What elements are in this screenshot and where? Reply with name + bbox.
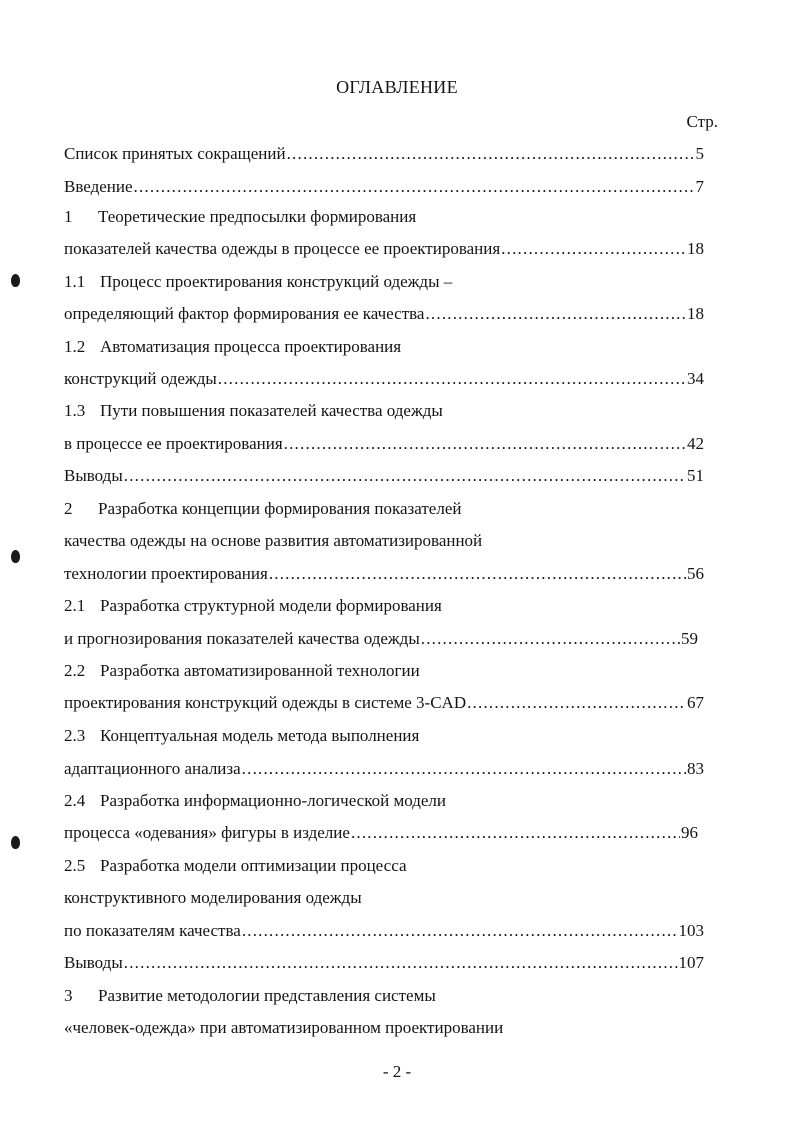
toc-entry[interactable]: в процессе ее проектирования ..... 42 [64, 433, 704, 455]
dot-leader [124, 465, 686, 487]
toc-page-number: 18 [687, 239, 704, 258]
toc-page-number: 67 [687, 693, 704, 712]
toc-entry[interactable]: определяющий фактор формирования ее качества ..... 18 [64, 303, 704, 325]
section-number: 1.2 [64, 337, 86, 356]
toc-line[interactable]: «человек-одежда» при автоматизированном проектировании [64, 1018, 504, 1037]
dot-leader [242, 920, 678, 942]
toc-page-number: 56 [687, 564, 704, 583]
page-number-footer: - 2 - [382, 1062, 412, 1081]
toc-entry[interactable]: адаптационного анализа ..... 83 [64, 758, 704, 780]
toc-line[interactable]: качества одежды на основе развития автоматизированной [64, 531, 483, 550]
dot-leader [218, 368, 686, 390]
section-number: 1 [64, 207, 73, 226]
toc-page-number: 107 [678, 953, 704, 972]
section-number: 2 [64, 499, 73, 518]
section-number: 3 [64, 986, 73, 1005]
toc-entry[interactable]: конструкций одежды ..... 34 [64, 368, 704, 390]
toc-section-heading[interactable]: 1.1 Процесс проектирования конструкций одежды – [64, 272, 453, 291]
toc-chapter-heading[interactable]: 3 Развитие методологии представления системы [64, 986, 436, 1005]
toc-section-heading[interactable]: 2.5 Разработка модели оптимизации процесса [64, 856, 407, 875]
toc-page-number: 51 [687, 466, 704, 485]
section-number: 2.3 [64, 726, 86, 745]
dot-leader [242, 758, 686, 780]
section-number: 2.5 [64, 856, 86, 875]
toc-page-number: 96 [681, 823, 698, 842]
toc-chapter-heading[interactable]: 1 Теоретические предпосылки формирования [64, 207, 417, 226]
toc-entry[interactable]: проектирования конструкций одежды в системе 3-CAD ..... 67 [64, 692, 704, 714]
dot-leader [284, 433, 686, 455]
toc-page-number: 34 [687, 369, 704, 388]
toc-section-heading[interactable]: 2.4 Разработка информационно-логической модели [64, 791, 447, 810]
toc-entry[interactable]: и прогнозирования показателей качества одежды ..... 59 [64, 628, 698, 650]
toc-entry[interactable]: технологии проектирования ..... 56 [64, 563, 704, 585]
dot-leader [124, 952, 678, 974]
toc-section-heading[interactable]: 1.2 Автоматизация процесса проектирования [64, 337, 402, 356]
page-title: ОГЛАВЛЕНИЕ [336, 77, 458, 97]
toc-page-number: 5 [695, 144, 704, 163]
toc-chapter-heading[interactable]: 2 Разработка концепции формирования показателей [64, 499, 462, 518]
page-column-label: Стр. [686, 112, 718, 131]
toc-page-number: 103 [678, 921, 704, 940]
dot-leader [269, 563, 686, 585]
toc-entry[interactable]: по показателям качества ..... 103 [64, 920, 704, 942]
toc-page-number: 59 [681, 629, 698, 648]
toc-page-number: 7 [695, 177, 704, 196]
toc-page-number: 83 [687, 759, 704, 778]
toc-section-heading[interactable]: 2.1 Разработка структурной модели формирования [64, 596, 442, 615]
toc-page-number: 42 [687, 434, 704, 453]
toc-entry[interactable]: процесса «одевания» фигуры в изделие ..... 96 [64, 822, 698, 844]
toc-entry[interactable]: показателей качества одежды в процессе ее проектирования ..... 18 [64, 238, 704, 260]
section-number: 1.1 [64, 272, 86, 291]
dot-leader [501, 238, 686, 260]
dot-leader [134, 176, 695, 198]
toc-line[interactable]: конструктивного моделирования одежды [64, 888, 362, 907]
dot-leader [421, 628, 680, 650]
toc-entry[interactable]: Введение ..... 7 [64, 176, 704, 198]
toc-entry[interactable]: Выводы ..... 51 [64, 465, 704, 487]
dot-leader [425, 303, 686, 325]
toc-section-heading[interactable]: 1.3 Пути повышения показателей качества одежды [64, 401, 443, 420]
dot-leader [287, 143, 695, 165]
toc-section-heading[interactable]: 2.2 Разработка автоматизированной технологии [64, 661, 420, 680]
toc-section-heading[interactable]: 2.3 Концептуальная модель метода выполнения [64, 726, 420, 745]
toc-entry[interactable]: Выводы ..... 107 [64, 952, 704, 974]
section-number: 2.4 [64, 791, 86, 810]
section-number: 2.1 [64, 596, 86, 615]
section-number: 1.3 [64, 401, 86, 420]
section-number: 2.2 [64, 661, 86, 680]
dot-leader [467, 692, 686, 714]
toc-page-number: 18 [687, 304, 704, 323]
toc-entry[interactable]: Список принятых сокращений ..... 5 [64, 143, 704, 165]
dot-leader [351, 822, 680, 844]
